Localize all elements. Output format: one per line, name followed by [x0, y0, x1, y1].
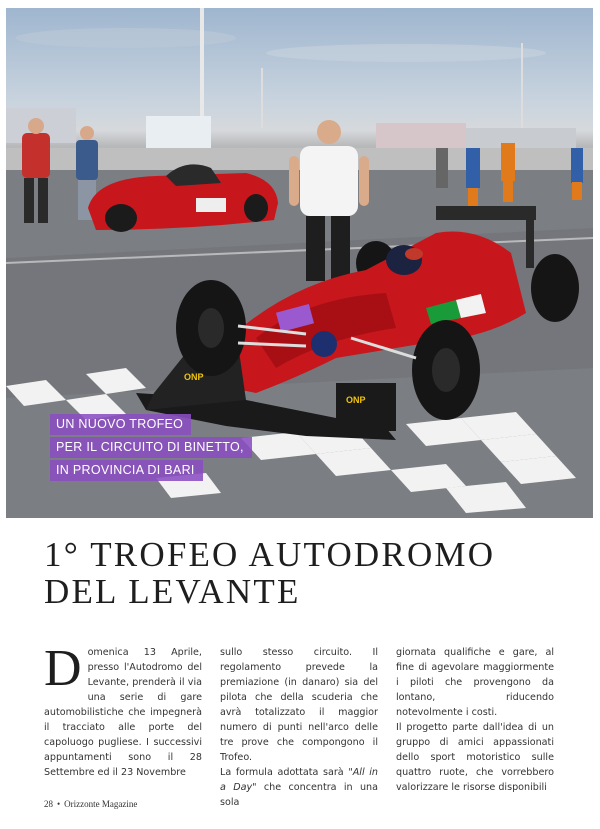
article-body: [44, 640, 554, 810]
article-title: 1° TROFEO AUTODROMO DEL LEVANTE: [44, 535, 496, 611]
article-paragraph: giornata qualifiche e gare, al fine di agevolare maggiormente i piloti che provengono da lontano, riducendo notevolmente i costi.: [396, 647, 554, 718]
article-column-1: [44, 640, 202, 810]
article-paragraph: Il progetto parte dall'idea di un gruppo di amici appassionati dello sport motoristico sulle quattro ruote, che vorrebbero valorizzare le risorse disponibili: [396, 722, 554, 793]
drop-cap: D: [44, 640, 82, 697]
front-wing-decal-right: ONP: [346, 395, 366, 405]
article-column-3: [396, 645, 554, 810]
article-paragraph: sullo stesso circuito. Il regolamento prevede la premiazione (in danaro) sia del pilota che della scuderia che avrà totalizzato il maggior numero di punti nell'arco delle tre prove che compongono il Trofeo.: [220, 647, 378, 763]
caption-line-3: IN PROVINCIA DI BARI: [50, 460, 203, 481]
race-photo: [6, 8, 593, 518]
front-wing-decal-left: ONP: [184, 372, 204, 382]
paragraph-text: La formula adottata sarà: [220, 767, 349, 778]
caption-line-1: UN NUOVO TROFEO: [50, 414, 191, 435]
paragraph-text: omenica 13 Aprile, presso l'Autodromo del Levante, prenderà il via una serie di gare automobilistiche che impegnerà il tracciato alle porte del capoluogo pugliese. I successivi appuntamenti sono il 28 Settembre ed il 23 Novembre: [44, 647, 202, 778]
article-paragraph: [44, 640, 202, 780]
paragraph-text: che concentra in una sola: [220, 782, 378, 808]
formula-name: "All in a Day": [220, 767, 378, 793]
page-footer: [44, 799, 137, 809]
caption-line-2: PER IL CIRCUITO DI BINETTO,: [50, 437, 252, 458]
photo-caption: [50, 414, 252, 481]
footer-separator: •: [57, 799, 61, 809]
page-number: 28: [44, 799, 53, 809]
article-paragraph: [220, 765, 378, 810]
article-column-2: [220, 645, 378, 810]
publication-name: Orizzonte Magazine: [64, 799, 138, 809]
